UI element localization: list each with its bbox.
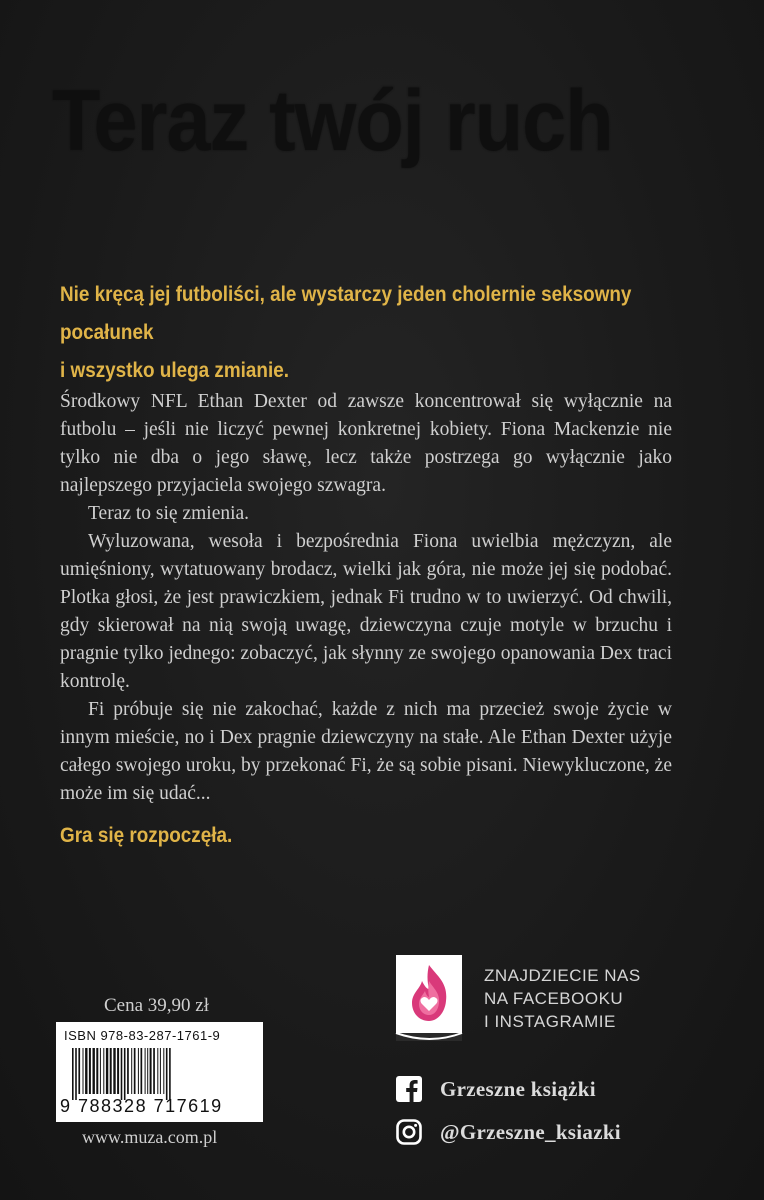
find-us-line: NA FACEBOOKU: [484, 989, 624, 1008]
tagline: [60, 276, 708, 390]
barcode-bar: [157, 1048, 158, 1094]
blurb-paragraph: Fi próbuje się nie zakochać, każde z nich ma przecież swoje życie w innym mieście, no i Dex pragnie dziewczyny na stałe. Ale Ethan Dexter użyje całego swojego uroku, by przekonać Fi, że są sobie pisani. Niewykluczone, że może im się udać...: [60, 699, 672, 804]
blurb-paragraph: Teraz to się zmienia.: [88, 503, 250, 524]
barcode-bar: [103, 1048, 104, 1094]
barcode-bar: [169, 1048, 171, 1100]
facebook-icon: [396, 1076, 422, 1102]
barcode-bars: [70, 1048, 250, 1100]
instagram-icon: [396, 1119, 422, 1145]
barcode-bar: [85, 1048, 87, 1094]
barcode-bar: [110, 1048, 112, 1094]
blurb: [60, 388, 672, 808]
barcode-bar: [145, 1048, 146, 1094]
ean-number: 9 788328 717619: [60, 1096, 223, 1116]
barcode-bar: [83, 1048, 84, 1094]
barcode-bar: [124, 1048, 126, 1100]
barcode-bar: [134, 1048, 136, 1094]
barcode-bar: [78, 1048, 80, 1094]
blurb-paragraph: Wyluzowana, wesoła i bezpośrednia Fiona uwielbia mężczyzn, ale umięśniony, wytatuowany brodacz, wielki jak góra, nie może jej się podobać. Plotka głosi, że jest prawiczkiem, jednak Fi trudno w to uwierzyć. Od chwili, gdy skierował na nią swoją uwagę, dziewczyna czuje motyle w brzuchu i pragnie tylko jednego: zobaczyć, jak słynny ze swojego opanowania Dex traci kontrolę.: [60, 531, 672, 692]
tagline-line: i wszystko ulega zmianie.: [60, 359, 289, 382]
barcode: [56, 1022, 263, 1122]
barcode-bar: [147, 1048, 148, 1094]
barcode-bar: [72, 1048, 74, 1100]
price: Cena 39,90 zł: [104, 995, 210, 1016]
barcode-bar: [93, 1048, 95, 1094]
background-title: Teraz twój ruch: [52, 73, 613, 169]
barcode-bar: [131, 1048, 132, 1094]
barcode-bar: [100, 1048, 101, 1094]
barcode-bar: [89, 1048, 91, 1094]
barcode-bar: [113, 1048, 115, 1094]
barcode-bar: [160, 1048, 161, 1094]
find-us-line: I INSTAGRAMIE: [484, 1012, 616, 1031]
publisher-website[interactable]: www.muza.com.pl: [82, 1127, 218, 1147]
barcode-bar: [163, 1048, 164, 1094]
tagline-line: Nie kręcą jej futboliści, ale wystarczy jeden cholernie seksowny pocałunek: [60, 283, 632, 344]
blurb-paragraph: Środkowy NFL Ethan Dexter od zawsze koncentrował się wyłącznie na futbolu – jeśli nie liczyć pewnej konkretnej kobiety. Fiona Mackenzie nie tylko nie dba o jego sławę, lecz także postrzega go wyłącznie jako najlepszego przyjaciela swojego szwagra.: [60, 391, 672, 496]
flame-heart-book-icon: [394, 953, 466, 1049]
instagram-label: @Grzeszne_ksiazki: [440, 1119, 621, 1144]
barcode-bar: [121, 1048, 123, 1100]
closing-line: Gra się rozpoczęła.: [60, 824, 233, 847]
isbn-number: ISBN 978-83-287-1761-9: [64, 1028, 221, 1043]
barcode-bar: [153, 1048, 155, 1094]
instagram-link[interactable]: [396, 1119, 621, 1145]
barcode-bar: [117, 1048, 119, 1094]
facebook-link[interactable]: [396, 1076, 596, 1102]
find-us-text: [484, 964, 641, 1033]
barcode-bar: [75, 1048, 77, 1100]
barcode-bar: [127, 1048, 129, 1094]
barcode-bar: [96, 1048, 98, 1094]
facebook-label: Grzeszne książki: [440, 1076, 596, 1101]
barcode-bar: [138, 1048, 139, 1094]
barcode-bar: [166, 1048, 168, 1100]
barcode-bar: [106, 1048, 108, 1094]
barcode-bar: [150, 1048, 152, 1094]
find-us-line: ZNAJDZIECIE NAS: [484, 966, 641, 985]
barcode-bar: [141, 1048, 143, 1094]
